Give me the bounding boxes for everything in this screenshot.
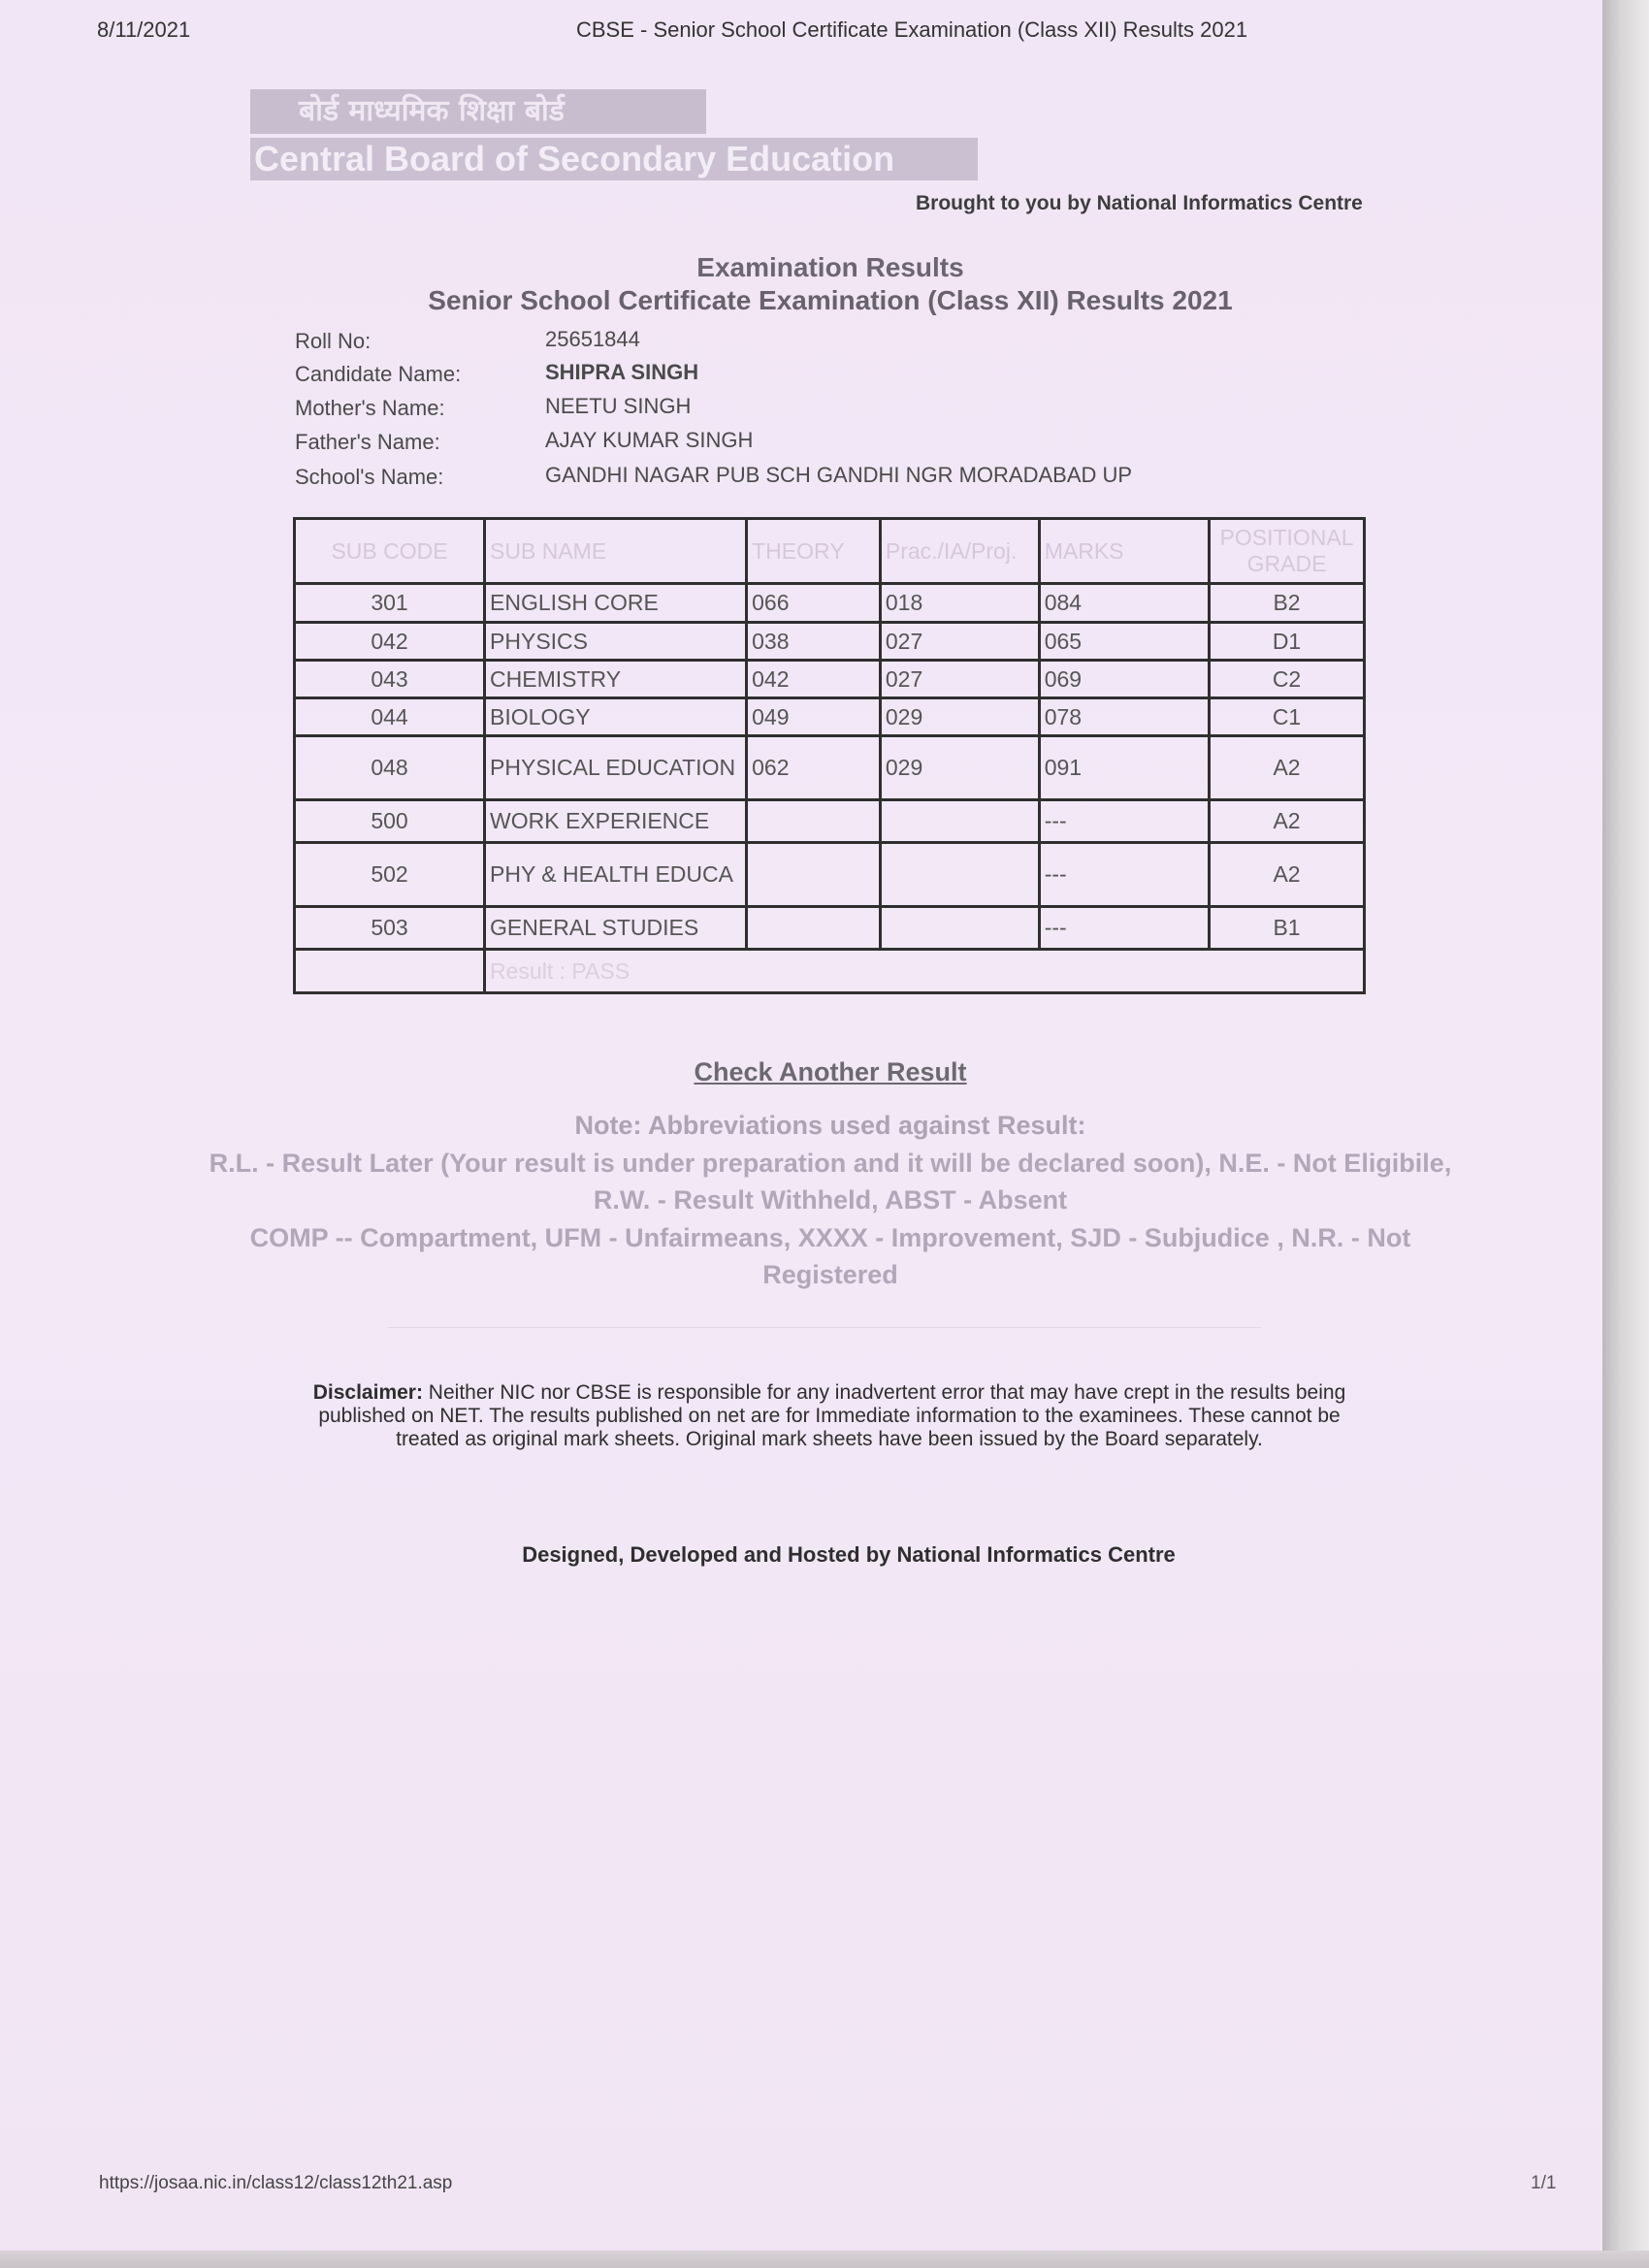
candidate-name-label: Candidate Name:: [295, 362, 462, 386]
table-row: [295, 584, 1365, 623]
sub-code: 044: [295, 698, 485, 736]
father-name-value: AJAY KUMAR SINGH: [545, 428, 754, 452]
positional-grade: B2: [1210, 584, 1365, 623]
sub-code: 503: [295, 907, 485, 950]
table-header-row: [295, 519, 1365, 584]
table-row: [295, 800, 1365, 843]
positional-grade: A2: [1210, 800, 1365, 843]
practical-marks: [880, 843, 1039, 907]
table-row: [295, 661, 1365, 698]
theory-marks: [747, 907, 881, 950]
positional-grade: C1: [1210, 698, 1365, 736]
marks-table: [293, 517, 1366, 994]
note-line-1: R.L. - Result Later (Your result is under preparation and it will be declared soon), N.E. - Not Eligibile,: [209, 1149, 1452, 1178]
sub-name: PHYSICAL EDUCATION: [485, 736, 747, 800]
print-footer-url: https://josaa.nic.in/class12/class12th21.asp: [99, 2173, 453, 2193]
header-practical: Prac./IA/Proj.: [880, 519, 1039, 584]
father-name-label: Father's Name:: [295, 430, 440, 454]
sub-name: PHYSICS: [485, 623, 747, 661]
sub-name: CHEMISTRY: [485, 661, 747, 698]
mother-name-label: Mother's Name:: [295, 396, 445, 420]
scan-bottom-edge: [0, 2251, 1649, 2268]
results-subtitle: Senior School Certificate Examination (Class XII) Results 2021: [428, 285, 1233, 315]
candidate-name-value: SHIPRA SINGH: [545, 360, 699, 384]
print-page-title: CBSE - Senior School Certificate Examination (Class XII) Results 2021: [576, 17, 1248, 42]
practical-marks: 027: [880, 623, 1039, 661]
result-row: [295, 950, 1365, 993]
sub-name: ENGLISH CORE: [485, 584, 747, 623]
sub-name: BIOLOGY: [485, 698, 747, 736]
print-page-number: 1/1: [1531, 2173, 1557, 2193]
header-grade: POSITIONAL GRADE: [1210, 519, 1365, 584]
mother-name-value: NEETU SINGH: [545, 394, 692, 418]
total-marks: ---: [1039, 907, 1209, 950]
sub-name: GENERAL STUDIES: [485, 907, 747, 950]
print-date: 8/11/2021: [97, 17, 191, 42]
total-marks: 069: [1039, 661, 1209, 698]
school-name-label: School's Name:: [295, 465, 444, 489]
total-marks: 078: [1039, 698, 1209, 736]
total-marks: 084: [1039, 584, 1209, 623]
positional-grade: C2: [1210, 661, 1365, 698]
sub-code: 500: [295, 800, 485, 843]
total-marks: ---: [1039, 800, 1209, 843]
note-title: Note: Abbreviations used against Result:: [574, 1111, 1086, 1140]
school-name-value: GANDHI NAGAR PUB SCH GANDHI NGR MORADABAD UP: [545, 463, 1133, 487]
practical-marks: [880, 907, 1039, 950]
theory-marks: 042: [747, 661, 881, 698]
result-status: Result : PASS: [485, 950, 1365, 993]
roll-label: Roll No:: [295, 329, 372, 353]
theory-marks: 066: [747, 584, 881, 623]
header-theory: THEORY: [747, 519, 881, 584]
disclaimer: [296, 1381, 1363, 1451]
check-another-result-link[interactable]: Check Another Result: [694, 1057, 967, 1086]
sub-code: 502: [295, 843, 485, 907]
result-empty-cell: [295, 950, 485, 993]
roll-value: 25651844: [545, 327, 640, 351]
table-row: [295, 843, 1365, 907]
practical-marks: 029: [880, 736, 1039, 800]
sub-name: WORK EXPERIENCE: [485, 800, 747, 843]
note-line-2: R.W. - Result Withheld, ABST - Absent: [593, 1185, 1068, 1215]
sub-name: PHY & HEALTH EDUCA: [485, 843, 747, 907]
table-row: [295, 736, 1365, 800]
positional-grade: D1: [1210, 623, 1365, 661]
theory-marks: [747, 843, 881, 907]
practical-marks: [880, 800, 1039, 843]
disclaimer-label: Disclaimer:: [312, 1381, 423, 1404]
banner-hindi: बोर्ड माध्यमिक शिक्षा बोर्ड: [250, 89, 706, 134]
disclaimer-text: Neither NIC nor CBSE is responsible for any inadvertent error that may have crept in the results being published on NET. The results published on net are for Immediate information to the examinees. These cannot be treated as original mark sheets. Original mark sheets have been issued by the Board separately.: [318, 1381, 1346, 1450]
note-line-4: Registered: [762, 1260, 898, 1289]
header-sub-name: SUB NAME: [485, 519, 747, 584]
table-row: [295, 907, 1365, 950]
scan-right-edge: [1602, 0, 1649, 2268]
theory-marks: [747, 800, 881, 843]
header-sub-code: SUB CODE: [295, 519, 485, 584]
positional-grade: A2: [1210, 736, 1365, 800]
theory-marks: 062: [747, 736, 881, 800]
sub-code: 043: [295, 661, 485, 698]
practical-marks: 027: [880, 661, 1039, 698]
total-marks: ---: [1039, 843, 1209, 907]
brought-by-text: Brought to you by National Informatics Centre: [916, 192, 1363, 214]
theory-marks: 049: [747, 698, 881, 736]
table-row: [295, 698, 1365, 736]
sub-code: 042: [295, 623, 485, 661]
sub-code: 301: [295, 584, 485, 623]
positional-grade: A2: [1210, 843, 1365, 907]
cbse-banner-logo: [250, 89, 978, 182]
banner-english: Central Board of Secondary Education: [250, 138, 978, 180]
sub-code: 048: [295, 736, 485, 800]
separator: [388, 1327, 1261, 1328]
theory-marks: 038: [747, 623, 881, 661]
total-marks: 065: [1039, 623, 1209, 661]
practical-marks: 029: [880, 698, 1039, 736]
designed-by-text: Designed, Developed and Hosted by National Informatics Centre: [522, 1542, 1176, 1567]
positional-grade: B1: [1210, 907, 1365, 950]
header-marks: MARKS: [1039, 519, 1209, 584]
results-title: Examination Results: [696, 252, 964, 282]
table-row: [295, 623, 1365, 661]
note-line-3: COMP -- Compartment, UFM - Unfairmeans, XXXX - Improvement, SJD - Subjudice , N.R. - Not: [249, 1223, 1411, 1252]
practical-marks: 018: [880, 584, 1039, 623]
total-marks: 091: [1039, 736, 1209, 800]
